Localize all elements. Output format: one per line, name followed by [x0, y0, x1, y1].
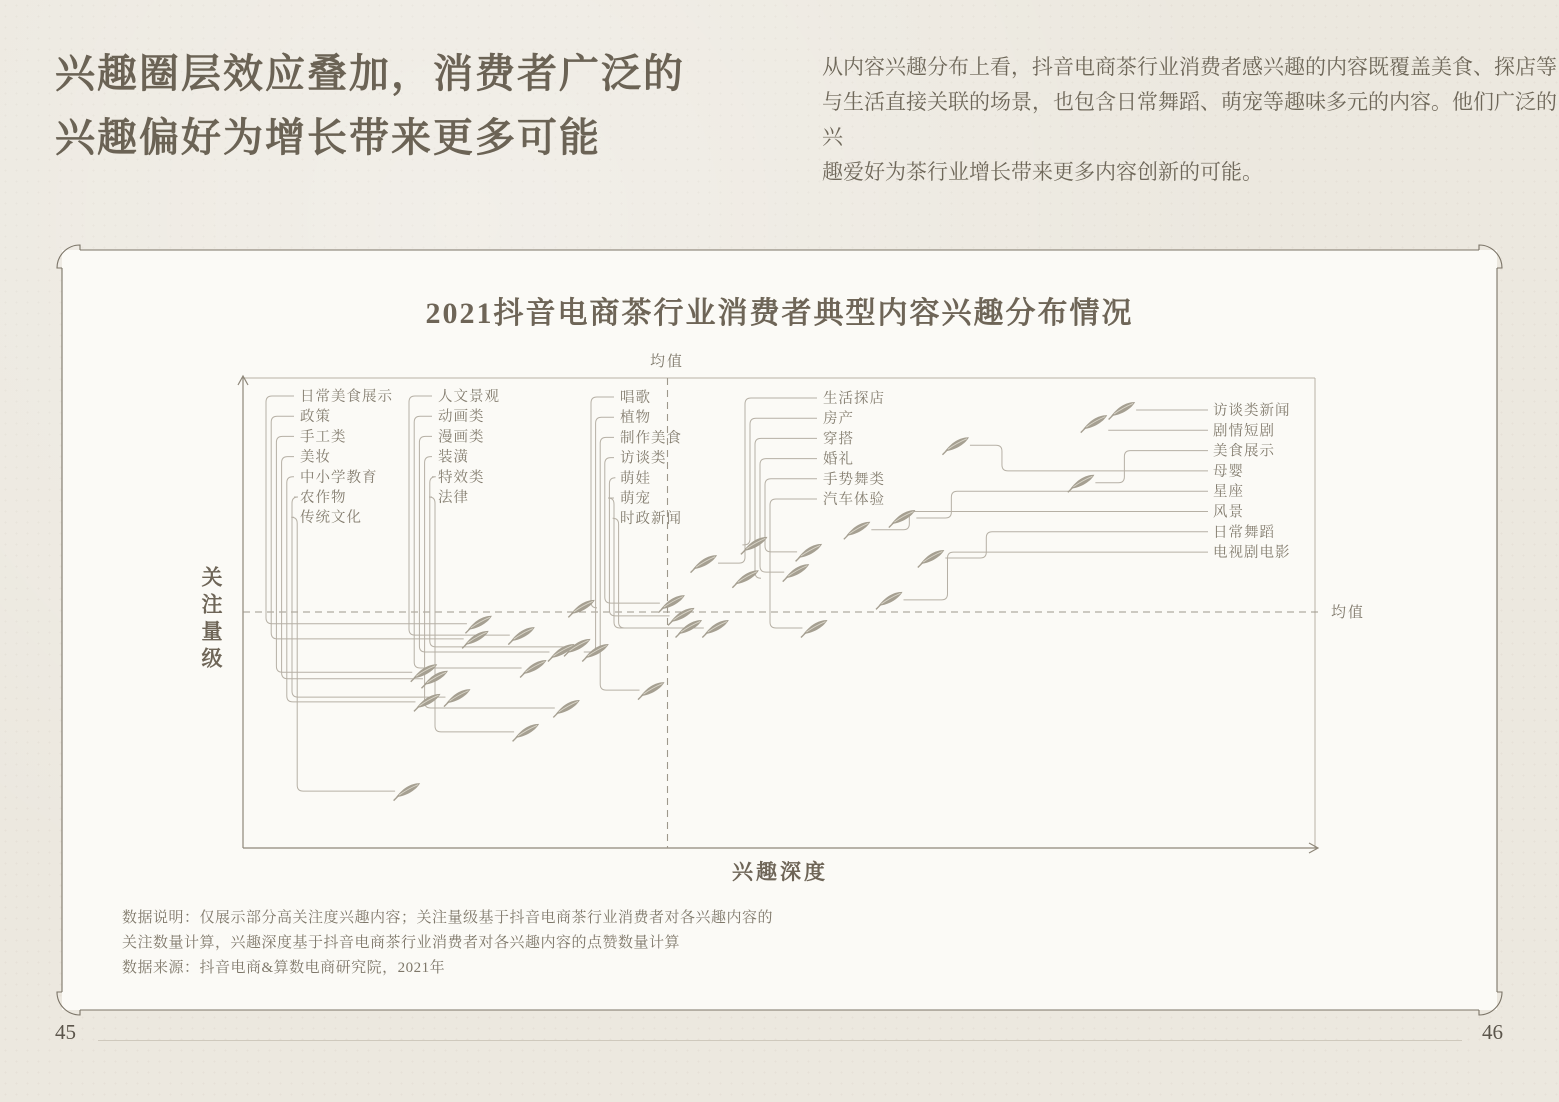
scatter-label: 电视剧电影: [1213, 545, 1291, 562]
scatter-label: 汽车体验: [823, 492, 885, 508]
scatter-label: 美妆: [300, 449, 331, 466]
scatter-label: 唱歌: [620, 390, 651, 406]
scatter-label: 人文景观: [438, 389, 500, 405]
scatter-label: 手工类: [300, 429, 347, 446]
scatter-label: 时政新闻: [620, 511, 682, 528]
scatter-label: 生活探店: [823, 391, 885, 407]
page-title-line2: 兴趣偏好为增长带来更多可能: [55, 115, 601, 160]
scatter-label: 动画类: [438, 409, 485, 426]
scatter-label: 美食展示: [1213, 443, 1275, 460]
scatter-label: 日常美食展示: [300, 389, 393, 405]
chart-panel: [62, 250, 1497, 1010]
scatter-label: 农作物: [300, 490, 347, 506]
scatter-label: 特效类: [438, 469, 485, 486]
scatter-label: 访谈类: [620, 450, 667, 467]
notes-line2: 关注数量计算，兴趣深度基于抖音电商茶行业消费者对各兴趣内容的点赞数量计算: [122, 935, 681, 951]
notes-line1: 数据说明：仅展示部分高关注度兴趣内容；关注量级基于抖音电商茶行业消费者对各兴趣内容的: [122, 910, 774, 926]
scatter-label: 手势舞类: [823, 471, 885, 488]
scatter-label: 访谈类新闻: [1213, 403, 1291, 419]
mean-label-right: 均值: [1331, 605, 1366, 621]
scatter-label: 母婴: [1213, 463, 1244, 480]
mean-label-top: 均值: [649, 354, 685, 370]
scatter-label: 婚礼: [823, 451, 854, 468]
scatter-label: 漫画类: [438, 429, 485, 446]
data-notes: [122, 906, 773, 981]
scatter-label: 风景: [1213, 504, 1244, 521]
scatter-label: 房产: [823, 411, 854, 428]
scatter-label: 剧情短剧: [1213, 423, 1275, 440]
x-axis-title: 兴趣深度: [732, 860, 828, 884]
scatter-label: 萌宠: [620, 491, 651, 507]
scatter-label: 传统文化: [300, 510, 362, 527]
footer-divider: [98, 1040, 1462, 1041]
intro-line3: 趣爱好为茶行业增长带来更多内容创新的可能。: [822, 160, 1263, 184]
scatter-label: 日常舞蹈: [1213, 524, 1275, 541]
scatter-label: 星座: [1213, 484, 1244, 501]
page-number-right: 46: [1482, 1020, 1503, 1044]
scatter-label: 植物: [620, 410, 651, 427]
scatter-label: 中小学教育: [300, 469, 378, 486]
page-number-left: 45: [55, 1020, 76, 1044]
scatter-label: 装潢: [438, 449, 469, 466]
y-axis-title: 关注量级: [199, 566, 223, 674]
page-title-line1: 兴趣圈层效应叠加，消费者广泛的: [55, 51, 685, 96]
intro-line1: 从内容兴趣分布上看，抖音电商茶行业消费者感兴趣的内容既覆盖美食、探店等: [822, 55, 1557, 79]
chart-title: 2021抖音电商茶行业消费者典型内容兴趣分布情况: [425, 297, 1134, 330]
intro-line2: 与生活直接关联的场景，也包含日常舞蹈、萌宠等趣味多元的内容。他们广泛的兴: [822, 90, 1557, 149]
scatter-label: 穿搭: [823, 431, 854, 448]
scatter-label: 政策: [300, 409, 331, 426]
scatter-label: 萌娃: [620, 470, 651, 487]
scatter-label: 制作美食: [620, 430, 682, 447]
scatter-label: 法律: [438, 490, 469, 506]
notes-line3: 数据来源：抖音电商&算数电商研究院，2021年: [122, 960, 446, 976]
